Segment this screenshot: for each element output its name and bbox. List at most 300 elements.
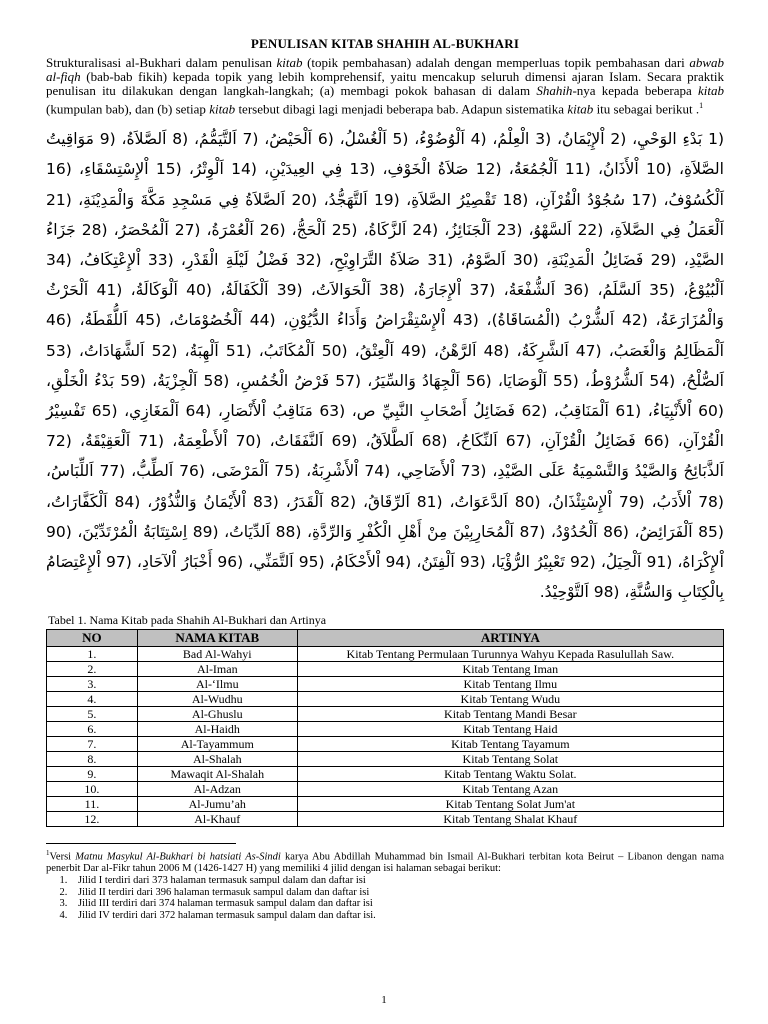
intro-text: tersebut dibagi lagi menjadi beberapa bab. Adapun sistematika (235, 100, 568, 116)
arabic-kitab-item: 72) اَلذَّبَائِحُ وَالصَّيْدُ وَالتَّسْمِيَةُ عَلَى الصَّيْدِ، (46, 432, 724, 481)
arabic-item-text: اَلْعَمَلُ فِي الصَّلاَةِ (614, 220, 724, 239)
cell-artinya: Kitab Tentang Iman (297, 662, 723, 677)
arabic-item-text: اْلإِسْتِسْقَاءِ (84, 160, 149, 179)
arabic-kitab-item: 95) اَلتَّمَنِّي، (243, 552, 325, 571)
arabic-item-number: 37) (469, 281, 496, 300)
cell-nama-kitab: Al-Adzan (137, 782, 297, 797)
table-row (47, 797, 724, 812)
arabic-item-text: اَلسَّهْوُ (533, 220, 572, 239)
arabic-kitab-list (46, 124, 724, 607)
arabic-item-number: 65) (91, 401, 118, 420)
arabic-item-text: اَلصُّلْحُ (686, 371, 724, 390)
cell-no: 6. (47, 722, 138, 737)
arabic-kitab-item: 11) اَلْجُمُعَةُ، (501, 160, 591, 179)
arabic-item-text: اَلدَّعَوَاتُ (454, 492, 508, 511)
arabic-item-number: 81) (416, 492, 443, 511)
arabic-item-text: اَلزَّكَاةُ (368, 220, 407, 239)
arabic-item-number: 86) (603, 522, 629, 541)
table-row (47, 737, 724, 752)
arabic-item-text: اَلصَّلاَةُ (126, 130, 167, 149)
arabic-kitab-item: 98) اَلتَّوْحِيْدُ. (539, 583, 620, 602)
arabic-item-text: اْلأَشْرِبَةُ (311, 462, 359, 481)
arabic-kitab-item: 6) اَلْحَيْضُ، (258, 130, 334, 149)
arabic-item-number: 49) (400, 341, 427, 360)
arabic-item-number: 96) (217, 552, 244, 571)
arabic-item-number: 55) (553, 371, 579, 390)
arabic-item-number: 75) (274, 462, 301, 481)
column-header-artinya: ARTINYA (297, 630, 723, 647)
arabic-item-text: اَلتَّهَجُّدُ (328, 190, 368, 209)
arabic-item-number: 70) (235, 432, 262, 451)
column-header-nama-kitab: NAMA KITAB (137, 630, 297, 647)
arabic-item-number: 78) (698, 492, 724, 511)
arabic-item-number: 20) (291, 190, 318, 209)
cell-nama-kitab: Al-Khauf (137, 812, 297, 827)
arabic-kitab-item: 56) اَلْجِهَادُ وَالسِّيَرُ، (361, 371, 492, 390)
arabic-item-text: فِي العِيدَيْنِ (269, 160, 343, 179)
arabic-kitab-item: 18) تَقْصِيْرُ الصَّلاَةِ، (399, 190, 529, 209)
cell-nama-kitab: Al-Shalah (137, 752, 297, 767)
arabic-item-number: 22) (577, 220, 604, 239)
cell-no: 3. (47, 677, 138, 692)
arabic-item-text: اْلأَنْبِيَاءُ (652, 401, 692, 420)
intro-text: Strukturalisasi al-Bukhari dalam penulisan (46, 55, 277, 70)
arabic-item-text: اَلْوُضُوْءُ (419, 130, 465, 149)
intro-term: kitab (276, 55, 303, 70)
arabic-item-number: 19) (373, 190, 400, 209)
arabic-item-text: اْلأَدَبُ (656, 492, 692, 511)
arabic-kitab-item: 48) اَلرَّهْنُ، (426, 341, 510, 360)
arabic-item-text: اَلشُّرْبُ (الْمُسَاقَاةُ) (491, 311, 615, 330)
arabic-item-text: اَلْمُحَارِبِيْنَ مِنْ أَهْلِ الْكُفْرِ وَالرِّدَّةِ (312, 522, 514, 541)
arabic-kitab-item: 54) اَلشُّرُوْطُ، (578, 371, 676, 390)
arabic-kitab-item: 13) فِي العِيدَيْنِ، (256, 160, 376, 179)
arabic-item-text: اَلْمَنَاقِبُ (558, 401, 609, 420)
arabic-kitab-item: 20) اَلصَّلاَةُ فِي مَسْجِدِ مَكَّةَ وَالْمَدِيْنَةِ، (71, 190, 318, 209)
arabic-kitab-item: 73) اْلأَضَاحِي، (390, 462, 487, 481)
arabic-item-number: 43) (453, 311, 479, 330)
arabic-item-text: اَلْجِهَادُ وَالسِّيَرُ (372, 371, 460, 390)
arabic-kitab-item: 49) اَلْعِتْقُ، (347, 341, 427, 360)
arabic-item-number: 68) (421, 432, 448, 451)
arabic-kitab-item: 41) اَلْحَرْثُ وَالْمُزَارَعَةُ، (46, 281, 724, 330)
table-row (47, 647, 724, 662)
arabic-item-text: اْلأَيْمَانُ وَالنُّذُوْرُ (152, 492, 247, 511)
arabic-kitab-item: 84) اَلْكَفَّارَاتُ، (46, 492, 141, 511)
arabic-item-text: اَلْوَصَايَا (502, 371, 547, 390)
arabic-kitab-item: 38) اَلْحَوَالاَتُ، (302, 281, 405, 300)
arabic-kitab-item: 62) فَضَائِلُ أَصْحَابِ النَّبِيِّ ص، (345, 401, 548, 420)
arabic-kitab-item: 74) اْلأَشْرِبَةُ، (300, 462, 391, 481)
arabic-item-text: اَلْجِزْيَةُ (157, 371, 198, 390)
arabic-item-number: 39) (276, 281, 303, 300)
arabic-kitab-item: 57) فَرْضُ الْخُمُسِ، (229, 371, 362, 390)
arabic-kitab-item: 1) بَدْءِ الوَحْيِ، (626, 130, 724, 149)
arabic-kitab-item: 80) اَلدَّعَوَاتُ، (442, 492, 541, 511)
arabic-item-number: 85) (698, 522, 724, 541)
table-row (47, 662, 724, 677)
footnote-list-item: 4. Jilid IV terdiri dari 372 halaman termasuk sampul dalam dan daftar isi. (70, 910, 724, 922)
arabic-item-number: 34) (46, 250, 72, 269)
arabic-item-number: 33) (147, 250, 174, 269)
arabic-item-number: 93) (459, 552, 486, 571)
cell-no: 2. (47, 662, 138, 677)
arabic-kitab-item: 71) اَلْعَقِيْقَةُ، (71, 432, 165, 451)
footnote-mark: 1 (46, 849, 50, 858)
arabic-item-number: 74) (364, 462, 391, 481)
arabic-kitab-item: 22) اَلسَّهْوُ، (522, 220, 604, 239)
arabic-item-number: 92) (569, 552, 596, 571)
arabic-item-text: بَدْءُ الْخَلْقِ (51, 371, 115, 390)
arabic-item-number: 14) (231, 160, 257, 179)
cell-artinya: Kitab Tentang Azan (297, 782, 723, 797)
arabic-kitab-item: 64) اَلْمَغَازِي، (117, 401, 212, 420)
arabic-kitab-item: 25) اَلْحَجُّ، (285, 220, 358, 239)
arabic-item-text: فَضَائِلُ الْمَدِيْنَةِ (550, 250, 644, 269)
arabic-item-text: اَلْجُمُعَةُ (513, 160, 558, 179)
cell-artinya: Kitab Tentang Solat Jum'at (297, 797, 723, 812)
arabic-item-number: 63) (319, 401, 346, 420)
arabic-kitab-item: 94) اْلأَحْكَامُ، (324, 552, 412, 571)
footnote-text-part: Versi (49, 851, 76, 863)
arabic-kitab-item: 2) اْلإِيْمَانُ، (551, 130, 627, 149)
arabic-item-text: فَضَائِلُ أَصْحَابِ النَّبِيِّ ص (356, 401, 515, 420)
arabic-kitab-item: 39) اَلْكَفَالَةُ، (211, 281, 303, 300)
arabic-item-text: اَلطَّلاَقُ (370, 432, 414, 451)
arabic-item-text: مَوَاقِيتُ الصَّلاَةِ (46, 130, 724, 179)
intro-text: (topik pembahasan) adalah dengan memperluas topik pembahasan dari (302, 55, 690, 70)
arabic-kitab-item: 89) اِسْتِتَابَةُ الْمُرْتَدِّيْنَ، (71, 522, 219, 541)
arabic-item-number: 4) (470, 130, 487, 149)
arabic-kitab-item: 85) اَلْفَرَائِضُ، (628, 522, 724, 541)
arabic-item-number: 82) (330, 492, 357, 511)
arabic-kitab-item: 79) اْلإِسْتِئْذَانُ، (540, 492, 645, 511)
arabic-item-text: اَلْوِتْرُ (193, 160, 224, 179)
arabic-kitab-item: 3) الْعِلْمُ، (486, 130, 552, 149)
table-row (47, 692, 724, 707)
arabic-item-number: 97) (106, 552, 132, 571)
arabic-item-text: الْعِلْمُ (497, 130, 530, 149)
cell-nama-kitab: Mawaqit Al-Shalah (137, 767, 297, 782)
arabic-item-text: اَلسَّلَمُ (602, 281, 641, 300)
arabic-item-text: صَلاَةُ التَّرَاوِيْحِ (333, 250, 421, 269)
arabic-kitab-item: 65) تَفْسِيْرُ الْقُرْآنِ، (46, 401, 724, 451)
arabic-item-number: 32) (295, 250, 322, 269)
arabic-item-number: 94) (385, 552, 412, 571)
arabic-item-number: 62) (521, 401, 548, 420)
arabic-item-text: اْلإِسْتِئْذَانُ (552, 492, 612, 511)
arabic-item-number: 45) (135, 311, 162, 330)
arabic-item-text: اْلإِيْمَانُ (561, 130, 605, 149)
cell-nama-kitab: Al-Jumu’ah (137, 797, 297, 812)
footnote-list-item: 1. Jilid I terdiri dari 373 halaman termasuk sampul dalam dan daftar isi (70, 875, 724, 887)
arabic-item-text: اَلْمَظَالِمُ وَالْغَصَبُ (613, 341, 724, 360)
arabic-item-number: 41) (96, 281, 123, 300)
arabic-item-number: 56) (465, 371, 492, 390)
arabic-kitab-item: 36) اَلشُّفْعَةُ، (495, 281, 590, 300)
arabic-item-text: اَلْجَنَائِزُ (449, 220, 491, 239)
arabic-item-number: 77) (99, 462, 126, 481)
arabic-item-number: 21) (46, 190, 72, 209)
kitab-table (46, 629, 724, 827)
arabic-kitab-item: 81) اَلرِّقَاقُ، (356, 492, 443, 511)
arabic-item-number: 10) (645, 160, 672, 179)
arabic-kitab-item: 23) اَلْجَنَائِزُ، (438, 220, 523, 239)
arabic-kitab-item: 40) اَلْوَكَالَةُ، (122, 281, 212, 300)
arabic-item-text: اَلدِّيَاتُ (229, 522, 270, 541)
arabic-item-number: 25) (331, 220, 358, 239)
arabic-kitab-item: 34) اَلْبُيُوْعُ، (46, 250, 724, 300)
arabic-kitab-item: 31) صَلاَةُ التَّرَاوِيْحِ، (321, 250, 454, 269)
arabic-kitab-item: 88) اَلدِّيَاتُ، (218, 522, 302, 541)
arabic-item-number: 52) (151, 341, 178, 360)
cell-nama-kitab: Al-Wudhu (137, 692, 297, 707)
arabic-item-text: اَلرِّقَاقُ (368, 492, 410, 511)
arabic-item-text: اَلشَّرِكَةُ (521, 341, 569, 360)
intro-term: kitab (209, 100, 236, 116)
arabic-item-text: اْلإِعْتِصَامُ بِالْكِتَابِ وَالسُّنَّةِ (46, 552, 724, 602)
arabic-kitab-item: 33) اْلإِعْتِكَافُ، (71, 250, 174, 269)
footnote-volume-list (46, 875, 724, 921)
arabic-item-text: اَلنِّكَاحُ (460, 432, 498, 451)
arabic-item-number: 30) (512, 250, 539, 269)
arabic-item-number: 71) (138, 432, 165, 451)
arabic-item-text: اَلْمَرْضَى (215, 462, 269, 481)
arabic-kitab-item: 10) اْلأَذَانُ، (590, 160, 672, 179)
intro-term: Shahih (536, 83, 573, 99)
arabic-item-number: 28) (81, 220, 108, 239)
arabic-item-text: اَللِّبَاسُ (51, 462, 94, 481)
arabic-item-text: اَلْمُحْصَرُ (118, 220, 169, 239)
cell-no: 8. (47, 752, 138, 767)
arabic-item-number: 24) (412, 220, 439, 239)
cell-artinya: Kitab Tentang Mandi Besar (297, 707, 723, 722)
arabic-item-text: اْلأَضَاحِي (401, 462, 455, 481)
arabic-item-number: 44) (249, 311, 276, 330)
arabic-item-number: 60) (698, 401, 724, 420)
cell-no: 11. (47, 797, 138, 812)
arabic-item-text: اَلشَّهَادَاتُ (83, 341, 145, 360)
arabic-item-text: جَزَاءُ الصَّيْدِ (46, 220, 725, 269)
arabic-item-number: 64) (185, 401, 212, 420)
arabic-item-text: اَلشُّفْعَةُ (508, 281, 556, 300)
arabic-kitab-item: 86) اَلْحُدُوْدُ، (545, 522, 629, 541)
intro-text: (kumpulan bab), dan (b) setiap (46, 100, 210, 116)
arabic-kitab-item: 67) اَلنِّكَاحُ، (447, 432, 532, 451)
arabic-item-number: 38) (378, 281, 405, 300)
arabic-item-text: اَلْكَفَالَةُ (225, 281, 269, 300)
arabic-item-number: 40) (186, 281, 212, 300)
cell-no: 1. (47, 647, 138, 662)
arabic-item-number: 50) (321, 341, 348, 360)
arabic-item-text: اَلْحَرْثُ وَالْمُزَارَعَةُ (46, 281, 724, 330)
arabic-item-number: 53) (46, 341, 72, 360)
arabic-item-text: اَلصَّلاَةُ فِي مَسْجِدِ مَكَّةَ وَالْمَدِيْنَةِ (83, 190, 286, 209)
intro-term: kitab (567, 100, 594, 116)
arabic-item-number: 73) (460, 462, 487, 481)
arabic-item-number: 76) (179, 462, 205, 481)
arabic-item-number: 5) (392, 130, 409, 149)
arabic-item-number: 48) (483, 341, 510, 360)
cell-nama-kitab: Al-Tayammum (137, 737, 297, 752)
arabic-kitab-item: 61) اَلْمَنَاقِبُ، (547, 401, 642, 420)
footnote-list-item: 2. Jilid II terdiri dari 396 halaman termasuk sampul dalam dan daftar isi (70, 887, 724, 899)
arabic-item-text: اَلذَّبَائِحُ وَالصَّيْدُ وَالتَّسْمِيَةُ عَلَى الصَّيْدِ (497, 462, 724, 481)
footnote-text-part: karya Abu Abdillah Muhammad bin Ismail Al-Bukhari terbitan kota Beirut – Libanon dengan nama penerbit Dar al-Fikr tahun 2006 M (1426-1427 H) yang memiliki 4 jilid dengan isi halaman sebagai berikut: (46, 851, 724, 875)
arabic-item-text: اْلإِسْتِقْرَاضُ وَأَدَاءُ الدُّيُوْنِ (288, 311, 446, 330)
arabic-item-number: 9) (99, 130, 116, 149)
arabic-item-text: اَلْحِيَلُ (605, 552, 642, 571)
arabic-item-text: اَلْحَوَالاَتُ (315, 281, 371, 300)
arabic-kitab-item: 78) اْلأَدَبُ، (644, 492, 724, 511)
arabic-kitab-item: 42) اَلشُّرْبُ (الْمُسَاقَاةُ)، (478, 311, 648, 330)
arabic-item-text: اَلْكَفَّارَاتُ (51, 492, 108, 511)
column-header-no: NO (47, 630, 138, 647)
arabic-kitab-item: 9) مَوَاقِيتُ الصَّلاَةِ، (46, 130, 724, 179)
arabic-item-number: 54) (649, 371, 676, 390)
arabic-item-number: 69) (331, 432, 358, 451)
arabic-item-number: 84) (114, 492, 141, 511)
arabic-item-text: فَرْضُ الْخُمُسِ (240, 371, 330, 390)
arabic-kitab-item: 30) اَلصَّوْمُ، (453, 250, 539, 269)
arabic-kitab-item: 59) بَدْءُ الْخَلْقِ، (46, 371, 146, 390)
arabic-kitab-item: 76) اَلطِّبُّ، (125, 462, 205, 481)
arabic-item-number: 58) (203, 371, 230, 390)
arabic-item-text: اَلْغُسْلُ (344, 130, 387, 149)
table-row (47, 677, 724, 692)
arabic-kitab-item: 55) اَلْوَصَايَا، (491, 371, 579, 390)
arabic-item-number: 95) (298, 552, 325, 571)
arabic-kitab-item: 70) اْلأَطْعِمَةُ، (164, 432, 262, 451)
arabic-item-number: 26) (259, 220, 286, 239)
page-number: 1 (381, 994, 387, 1006)
arabic-item-number: 83) (253, 492, 279, 511)
arabic-kitab-item: 29) فَضَائِلُ الْمَدِيْنَةِ، (538, 250, 677, 269)
arabic-kitab-item: 53) اَلصُّلْحُ، (46, 341, 724, 390)
arabic-item-text: اَلْحَيْضُ (269, 130, 312, 149)
arabic-kitab-item: 5) اَلْغُسْلُ، (333, 130, 409, 149)
arabic-item-number: 98) (593, 583, 620, 602)
arabic-kitab-item: 83) اْلأَيْمَانُ وَالنُّذُوْرُ، (140, 492, 279, 511)
arabic-item-text: اِسْتِتَابَةُ الْمُرْتَدِّيْنَ (82, 522, 188, 541)
arabic-item-text: فَضَائِلُ الْقُرْآنِ (544, 432, 636, 451)
arabic-item-number: 15) (155, 160, 182, 179)
arabic-kitab-item: 52) اَلشَّهَادَاتُ، (71, 341, 178, 360)
arabic-item-text: بَدْءِ الوَحْيِ (637, 130, 703, 149)
arabic-kitab-item: 19) اَلتَّهَجُّدُ، (317, 190, 400, 209)
arabic-kitab-item: 77) اَللِّبَاسُ، (46, 462, 126, 481)
arabic-item-number: 18) (502, 190, 529, 209)
arabic-item-number: 42) (621, 311, 648, 330)
page-title: PENULISAN KITAB SHAHIH AL-BUKHARI (250, 36, 520, 51)
arabic-kitab-item: 46) اَلْمَظَالِمُ وَالْغَصَبُ، (46, 311, 724, 360)
arabic-kitab-item: 50) اَلْمُكَاتَبُ، (251, 341, 348, 360)
arabic-item-text: اْلأَطْعِمَةُ (177, 432, 228, 451)
arabic-kitab-item: 16) اَلْكُسُوْفُ، (46, 160, 724, 209)
table-row (47, 812, 724, 827)
arabic-item-text: اْلإِكْرَاهُ (682, 552, 724, 571)
arabic-item-number: 51) (225, 341, 252, 360)
arabic-item-number: 13) (349, 160, 376, 179)
arabic-item-number: 7) (242, 130, 259, 149)
arabic-item-text: اَلْعِتْقُ (359, 341, 394, 360)
arabic-kitab-item: 24) اَلزَّكَاةُ، (357, 220, 439, 239)
arabic-kitab-item: 60) اْلأَنْبِيَاءُ، (641, 401, 724, 420)
arabic-item-text: اَلْحُدُوْدُ (555, 522, 598, 541)
arabic-kitab-item: 32) فَضْلُ لَيْلَةِ الْقَدْرِ، (173, 250, 322, 269)
arabic-item-number: 90) (46, 522, 72, 541)
arabic-item-text: اَلصَّوْمُ (465, 250, 506, 269)
arabic-item-number: 57) (335, 371, 362, 390)
arabic-item-number: 6) (317, 130, 334, 149)
arabic-kitab-item: 68) اَلطَّلاَقُ، (357, 432, 448, 451)
footnote-reference[interactable]: 1 (699, 100, 704, 110)
arabic-item-number: 72) (46, 432, 72, 451)
cell-artinya: Kitab Tentang Solat (297, 752, 723, 767)
arabic-kitab-item: 44) اَلْخُصُوْمَاتُ، (161, 311, 276, 330)
arabic-item-text: اَلتَّوْحِيْدُ (544, 583, 589, 602)
cell-no: 7. (47, 737, 138, 752)
arabic-item-text: اَلْحَجُّ (296, 220, 326, 239)
arabic-kitab-item: 63) مَنَاقِبُ اْلأَنْصَارِ، (211, 401, 346, 420)
arabic-kitab-item: 15) اْلإِسْتِسْقَاءِ، (71, 160, 182, 179)
arabic-item-text: اَلتَّمَنِّي (253, 552, 294, 571)
arabic-item-number: 3) (535, 130, 552, 149)
arabic-item-text: تَقْصِيْرُ الصَّلاَةِ (411, 190, 497, 209)
arabic-item-text: اَلطِّبُّ (136, 462, 174, 481)
arabic-item-number: 88) (275, 522, 302, 541)
arabic-item-number: 29) (650, 250, 677, 269)
cell-artinya: Kitab Tentang Haid (297, 722, 723, 737)
arabic-item-text: اَلتَّيَمُّمُ (199, 130, 237, 149)
arabic-item-number: 80) (514, 492, 541, 511)
arabic-kitab-item: 58) اَلْجِزْيَةُ، (145, 371, 230, 390)
arabic-item-number: 46) (46, 311, 72, 330)
arabic-kitab-item: 87) اَلْمُحَارِبِيْنَ مِنْ أَهْلِ الْكُفْرِ وَالرِّدَّةِ، (301, 522, 546, 541)
cell-no: 10. (47, 782, 138, 797)
cell-nama-kitab: Al-Ghuslu (137, 707, 297, 722)
cell-no: 9. (47, 767, 138, 782)
arabic-kitab-item: 12) صَلاَةُ الْخَوْفِ، (375, 160, 502, 179)
cell-artinya: Kitab Tentang Permulaan Turunnya Wahyu Kepada Rasulullah Saw. (297, 647, 723, 662)
arabic-item-text: اَلْبُيُوْعُ (688, 281, 724, 300)
cell-artinya: Kitab Tentang Ilmu (297, 677, 723, 692)
arabic-item-number: 35) (649, 281, 675, 300)
arabic-item-text: اَلْوَكَالَةُ (135, 281, 178, 300)
arabic-item-number: 89) (192, 522, 219, 541)
arabic-item-number: 47) (575, 341, 602, 360)
table-row (47, 767, 724, 782)
arabic-kitab-item: 35) اَلسَّلَمُ، (589, 281, 675, 300)
arabic-item-text: اَلْفَرَائِضُ (639, 522, 693, 541)
arabic-kitab-item: 51) اَلْهِبَةُ، (177, 341, 252, 360)
intro-term: abwab al-fiqh (46, 55, 724, 85)
cell-nama-kitab: Bad Al-Wahyi (137, 647, 297, 662)
arabic-kitab-item: 14) اَلْوِتْرُ، (181, 160, 257, 179)
intro-text: -nya kepada beberapa (572, 83, 698, 99)
arabic-item-number: 27) (174, 220, 201, 239)
arabic-item-text: اَلْهِبَةُ (189, 341, 219, 360)
arabic-item-text: اْلأَحْكَامُ (334, 552, 381, 571)
arabic-item-number: 23) (496, 220, 523, 239)
cell-nama-kitab: Al-Haidh (137, 722, 297, 737)
intro-text: (bab-bab fikih) kepada topik yang lebih komprehensif, yaitu mencakup seluruh dimensi ajaran Islam. Secara praktik penulisan itu dilakukan dengan langkah-langkah; (a) membagi pokok bahasan di dalam (46, 69, 724, 99)
cell-no: 4. (47, 692, 138, 707)
arabic-item-number: 2) (610, 130, 627, 149)
arabic-kitab-item: 26) اَلْعُمْرَةُ، (200, 220, 286, 239)
arabic-item-number: 16) (46, 160, 72, 179)
arabic-item-number: 79) (618, 492, 645, 511)
